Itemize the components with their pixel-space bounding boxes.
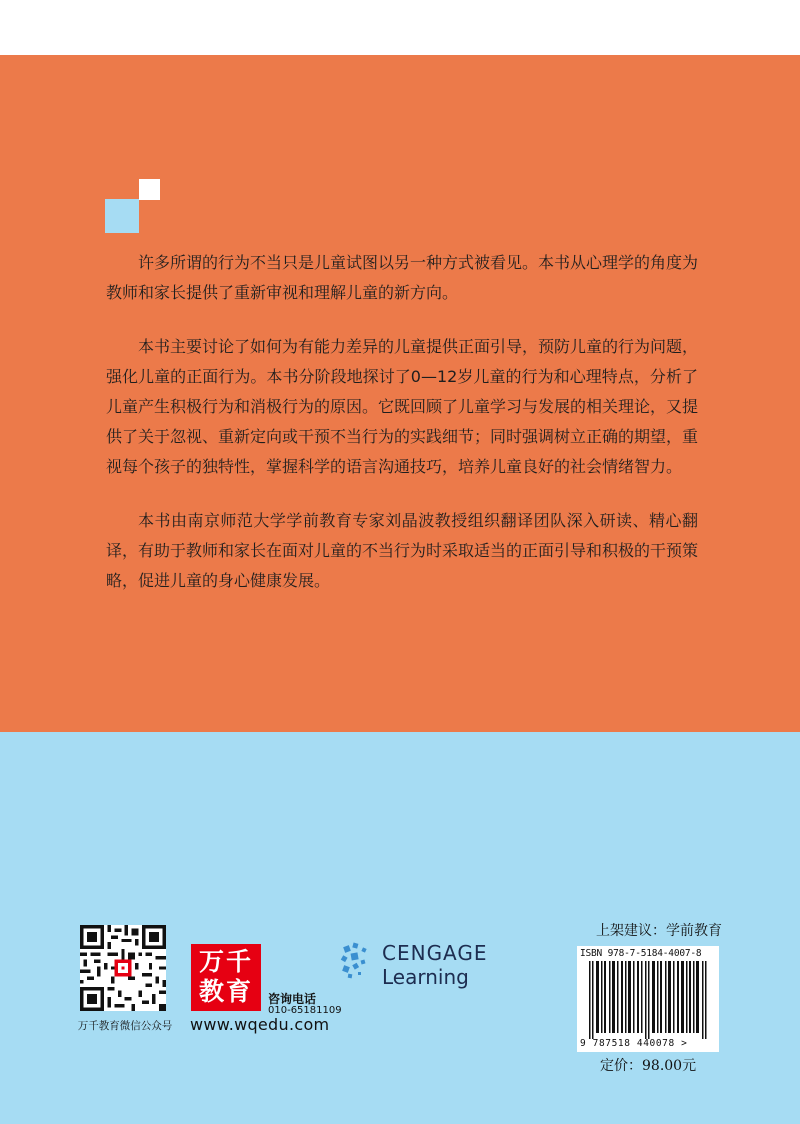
cengage-wordmark: CENGAGE [382,941,488,965]
isbn-number: ISBN 978-7-5184-4007-8 [580,948,702,959]
publisher-website: www.wqedu.com [190,1015,330,1034]
hotline-number: 010-65181109 [268,1005,342,1016]
learning-wordmark: Learning [382,965,469,989]
logo-line-2: 教育 [198,977,253,1006]
qr-caption: 万千教育微信公众号 [77,1020,173,1032]
price-label: 定价：98.00元 [600,1058,697,1074]
wechat-qr-code [80,925,166,1011]
ean-digits: 9 787518 440078 > [580,1038,688,1049]
shelf-suggestion: 上架建议：学前教育 [596,923,722,939]
book-description [106,248,698,620]
decorative-blue-square [105,199,139,233]
description-paragraph-2: 本书主要讨论了如何为有能力差异的儿童提供正面引导，预防儿童的行为问题，强化儿童的正面行为。本书分阶段地探讨了0—12岁儿童的行为和心理特点，分析了儿童产生积极行为和消极行为的原因。它既回顾了儿童学习与发展的相关理论，又提供了关于忽视、重新定向或干预不当行为的实践细节；同时强调树立正确的期望，重视每个孩子的独特性，掌握科学的语言沟通技巧，培养儿童良好的社会情绪智力。 [106,337,699,476]
cengage-starburst-icon [338,938,388,988]
wanqian-education-logo [191,944,261,1011]
hotline-label: 咨询电话 [268,992,317,1006]
barcode-bars [583,961,713,1039]
isbn-barcode [577,946,719,1052]
logo-line-1: 万千 [198,947,253,976]
description-paragraph-1: 许多所谓的行为不当只是儿童试图以另一种方式被看见。本书从心理学的角度为教师和家长提供了重新审视和理解儿童的新方向。 [106,253,699,302]
decorative-white-square [139,179,160,200]
description-paragraph-3: 本书由南京师范大学学前教育专家刘晶波教授组织翻译团队深入研读、精心翻译，有助于教师和家长在面对儿童的不当行为时采取适当的正面引导和积极的干预策略，促进儿童的身心健康发展。 [106,511,699,590]
top-white-strip [0,0,800,55]
